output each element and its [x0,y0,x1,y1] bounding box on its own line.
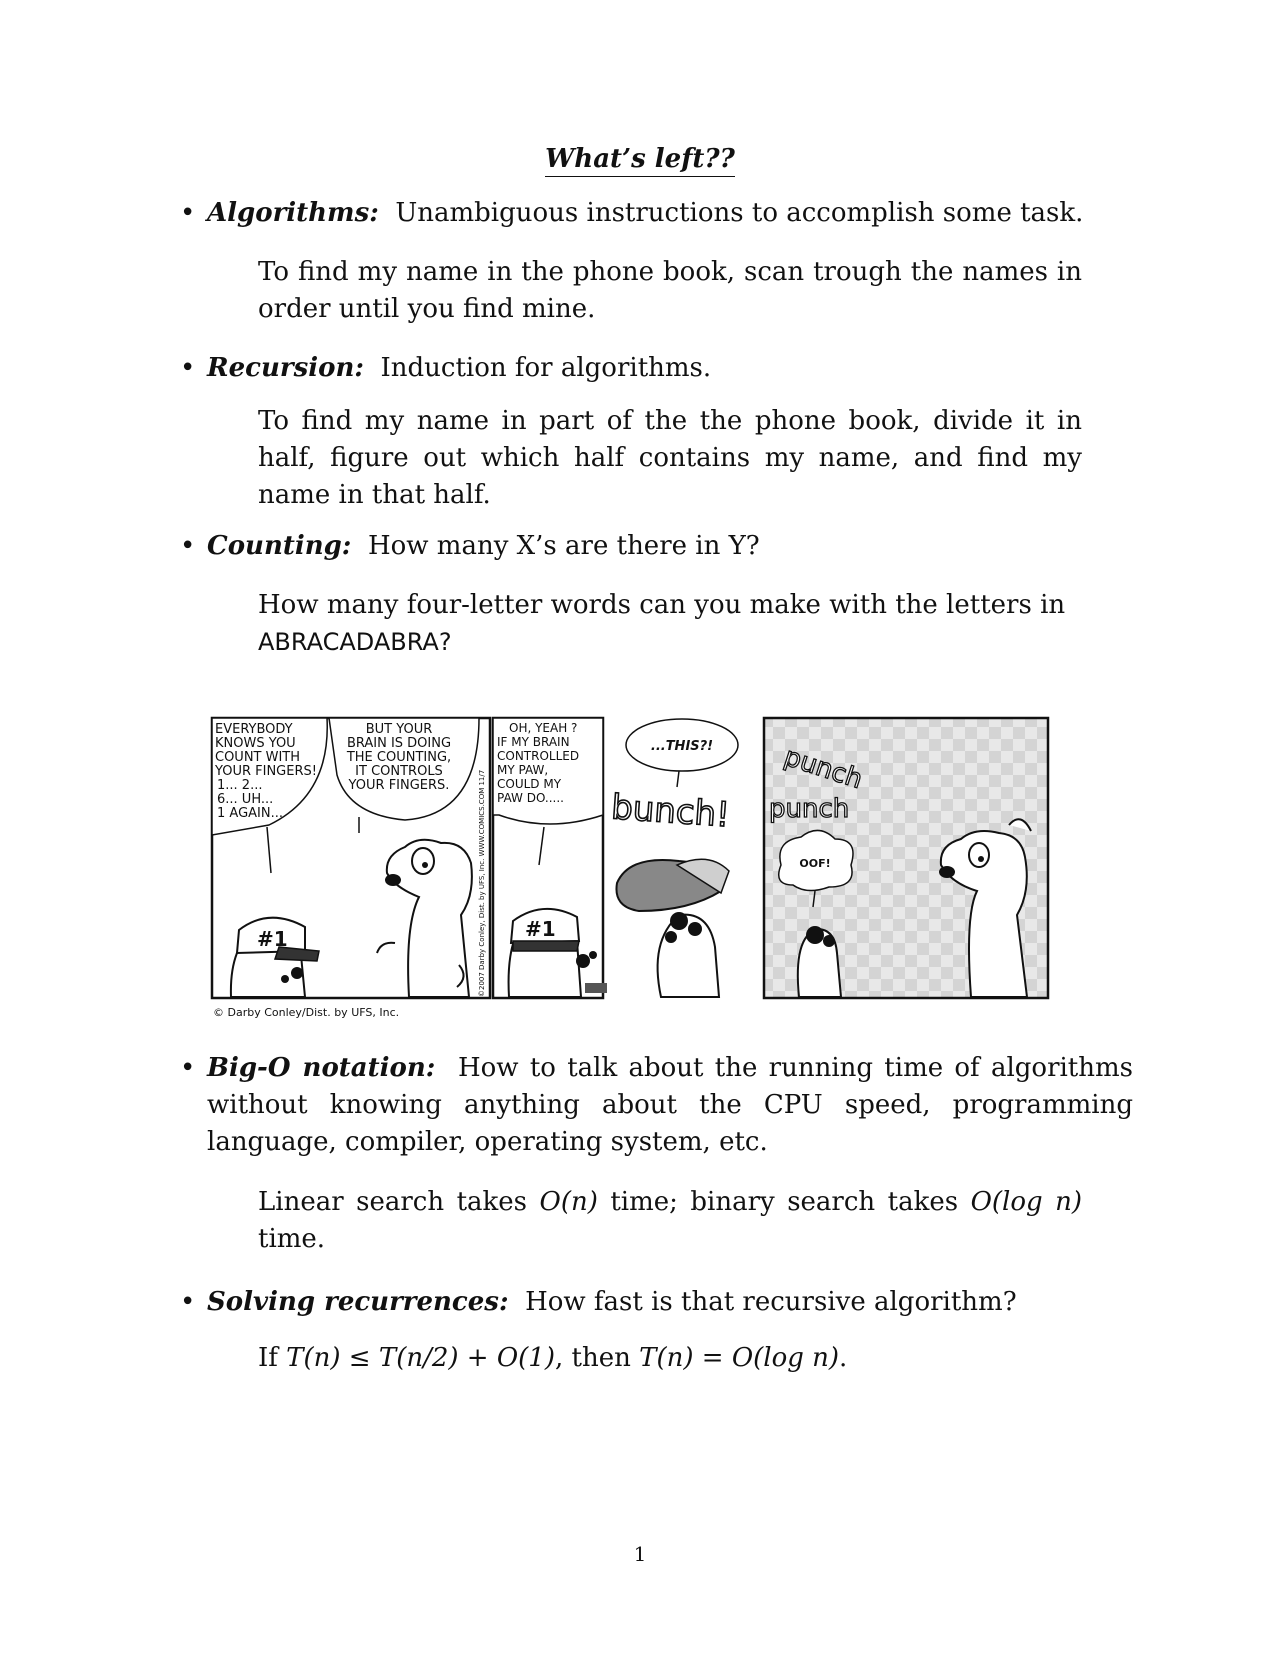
math-recurrence-solution: T(n) = O(log n) [639,1343,840,1373]
example-recurrences-text: If [258,1343,278,1373]
comic-side-credit: ©2007 Darby Conley, Dist. by UFS, Inc. WWW.COMICS.COM 11/7 [478,769,486,997]
comic-strip [209,715,1111,1023]
panel4-sound-effect-1: punch [780,741,867,796]
example-big-o-text: time; binary search takes [610,1187,959,1217]
bullet-icon: • [180,1053,196,1083]
example-big-o-text: Linear search takes [258,1187,528,1217]
panel2-speech-line: IF MY BRAIN [497,735,570,749]
bullet-algorithms [180,195,1083,232]
example-counting-word: ABRACADABRA? [258,628,452,656]
panel1-caption-line: YOUR FINGERS! [215,764,317,779]
panel1-caption-line: 6... UH... [217,792,274,807]
bullet-recursion [180,350,711,387]
definition-counting: How many X’s are there in Y? [367,531,760,561]
comic-panel-2 [493,718,619,998]
panel2-speech-line: MY PAW, [497,763,549,777]
panel1-speech-line: BRAIN IS DOING [346,736,452,751]
math-big-o-linear: O(n) [539,1187,598,1217]
panel1-caption-line: 1 AGAIN... [217,806,283,821]
example-big-o-text: time. [258,1224,326,1254]
example-recurrences-text: . [839,1343,848,1373]
big-o-text [207,1050,1133,1161]
panel2-cap-label: #1 [525,917,556,941]
example-big-o [258,1184,1082,1258]
panel1-cap-label: #1 [257,927,288,951]
term-recursion: Recursion: [207,353,364,383]
panel4-speech: OOF! [799,857,831,870]
panel1-caption-line: EVERYBODY [215,722,293,737]
term-counting: Counting: [207,531,352,561]
panel1-speech-line: IT CONTROLS [355,764,443,779]
bullet-icon: • [180,1287,196,1317]
panel1-caption-line: KNOWS YOU [215,736,296,751]
example-algorithms: To find my name in the phone book, scan trough the names in order until you find mine. [258,257,1082,324]
comic-panel-4 [764,718,1048,998]
panel2-speech-line: PAW DO..... [497,791,564,805]
example-recurrences [258,1340,1082,1377]
example-recursion: To find my name in part of the the phone book, divide it in half, figure out which half contains my name, and find my name in that half. [258,406,1082,510]
panel4-sound-effect-2: punch [769,794,850,824]
comic-panel-3 [607,718,757,998]
example-counting [258,587,1082,661]
example-counting-text: How many four-letter words can you make with the letters in [258,590,1066,620]
definition-big-o: How to talk about the running time of algorithms without knowing anything about the CPU speed, programming language, compiler, operating system, etc. [207,1053,1134,1157]
bullet-icon: • [180,198,196,228]
bullet-icon: • [180,531,196,561]
definition-recursion: Induction for algorithms. [380,353,712,383]
panel3-sound-effect: bunch! [609,787,732,836]
panel1-speech-line: BUT YOUR [365,722,433,737]
bullet-counting [180,528,760,565]
definition-recurrences: How fast is that recursive algorithm? [525,1287,1017,1317]
comic-credit: © Darby Conley/Dist. by UFS, Inc. [213,1006,400,1019]
panel2-speech-line: COULD MY [497,777,562,791]
panel1-caption-line: COUNT WITH [215,750,301,765]
page-number: 1 [633,1542,647,1566]
math-recurrence: T(n) ≤ T(n/2) + O(1) [286,1343,555,1373]
comic-panel-1 [212,718,490,998]
example-recurrences-text: , then [555,1343,631,1373]
panel1-speech-line: THE COUNTING, [346,750,452,765]
math-big-o-binary: O(log n) [970,1187,1083,1217]
term-big-o: Big-O notation: [207,1053,436,1083]
panel1-speech-line: YOUR FINGERS. [348,778,450,793]
term-recurrences: Solving recurrences: [207,1287,509,1317]
panel2-speech-line: CONTROLLED [497,749,580,763]
bullet-recurrences [180,1284,1017,1321]
page-title: What’s left?? [0,144,1280,174]
panel3-speech: ...THIS?! [650,739,714,754]
term-algorithms: Algorithms: [207,198,379,228]
definition-algorithms: Unambiguous instructions to accomplish some task. [395,198,1084,228]
panel2-speech-line: OH, YEAH ? [509,721,578,735]
bullet-icon: • [180,353,196,383]
panel1-caption-line: 1... 2... [217,778,263,793]
